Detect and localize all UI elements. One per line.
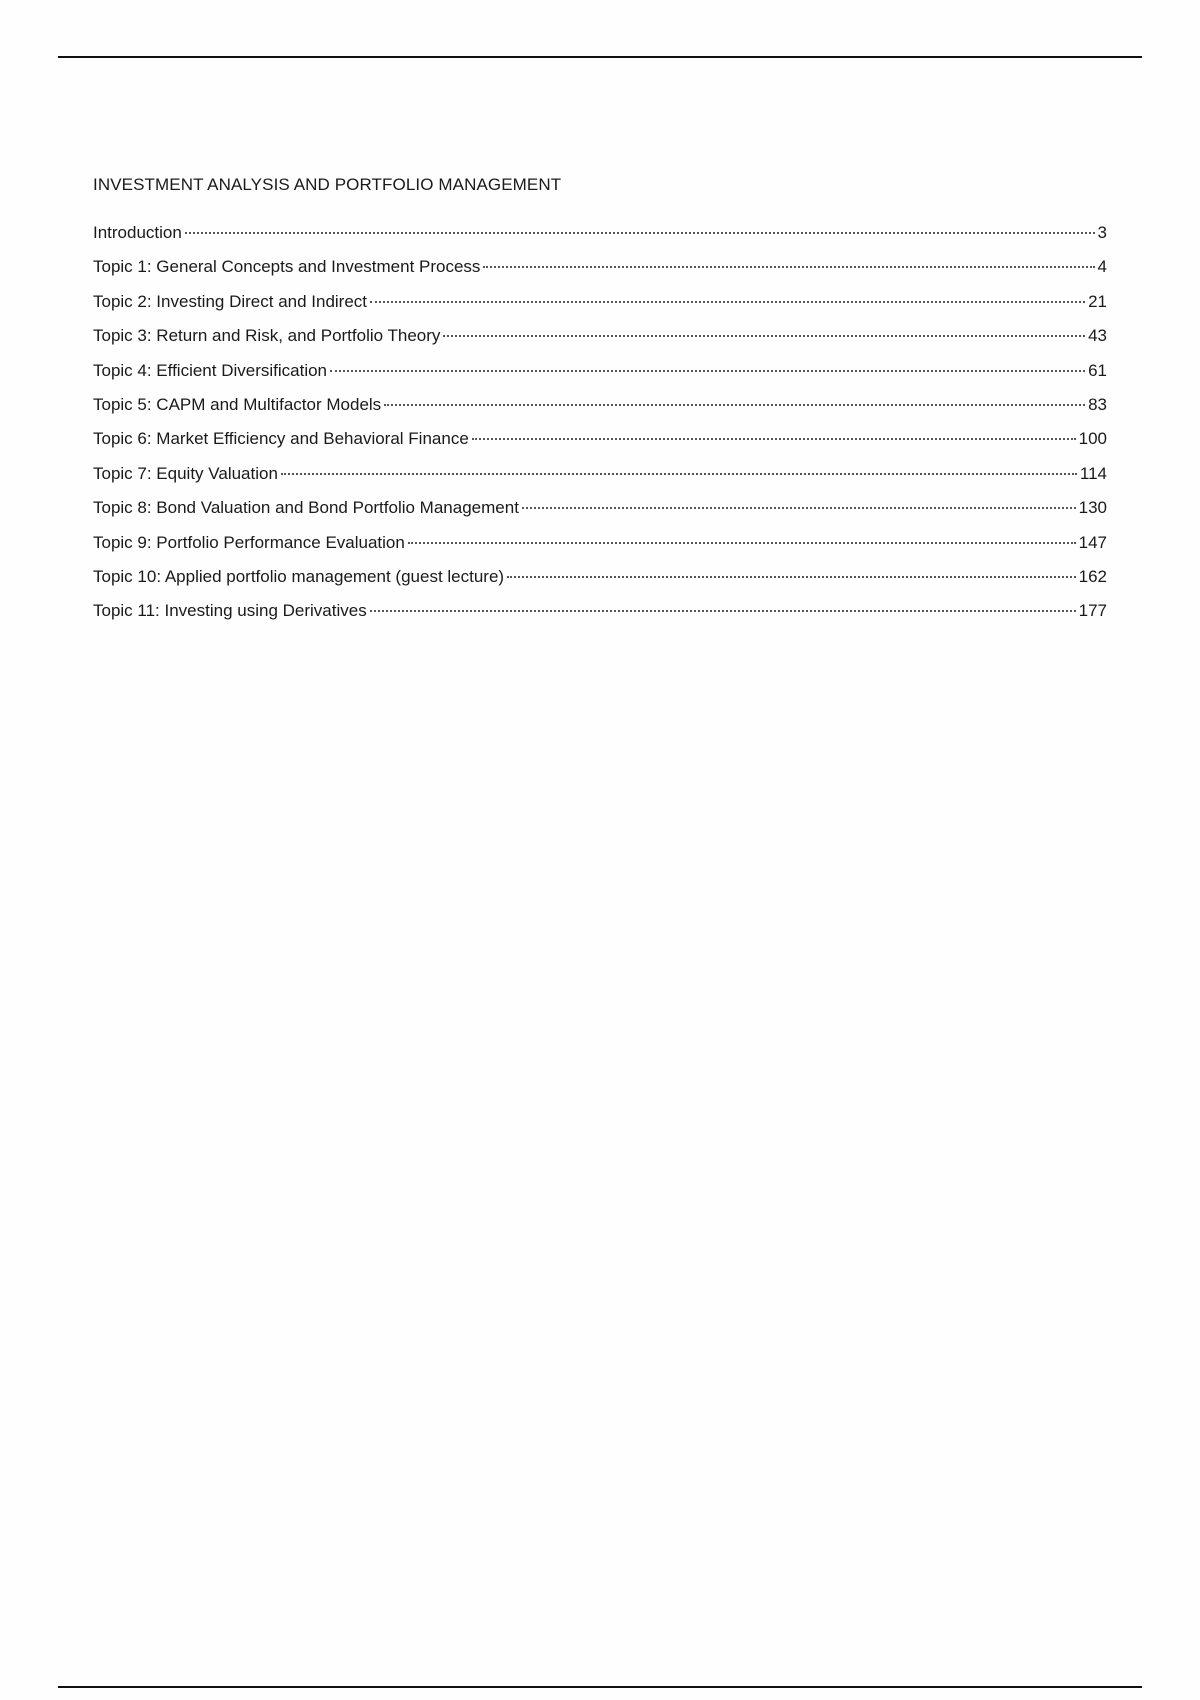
dot-leader <box>370 301 1085 303</box>
toc-entry-label: Topic 1: General Concepts and Investment Process <box>93 257 481 277</box>
toc-entry-page: 61 <box>1088 360 1107 380</box>
toc-entry-page: 3 <box>1097 223 1107 242</box>
toc-entry-label: Topic 11: Investing using Derivatives <box>93 601 367 621</box>
toc-entry-topic-3[interactable] <box>93 319 1107 353</box>
toc-list <box>93 216 1107 629</box>
dot-leader <box>330 370 1085 372</box>
toc-entry-topic-11[interactable] <box>93 594 1107 628</box>
toc-title: INVESTMENT ANALYSIS AND PORTFOLIO MANAGEMENT <box>93 175 562 194</box>
toc-entry-label: Topic 6: Market Efficiency and Behavioral Finance <box>93 429 469 449</box>
toc-entry-page: 4 <box>1097 257 1107 277</box>
toc-entry-page: 130 <box>1078 498 1107 518</box>
dot-leader <box>443 335 1085 337</box>
table-of-contents <box>93 172 1107 629</box>
dot-leader <box>281 473 1077 475</box>
toc-entry-topic-4[interactable] <box>93 354 1107 388</box>
toc-entry-label: Topic 2: Investing Direct and Indirect <box>93 291 368 311</box>
toc-entry-label: Topic 4: Efficient Diversification <box>93 360 328 380</box>
toc-entry-page: 114 <box>1079 463 1107 483</box>
toc-entry-page: 177 <box>1078 601 1107 621</box>
toc-entry-label: Topic 3: Return and Risk, and Portfolio Theory <box>93 326 441 346</box>
toc-entry-label: Topic 9: Portfolio Performance Evaluation <box>93 532 405 552</box>
toc-entry-topic-5[interactable] <box>93 388 1107 422</box>
toc-entry-topic-7[interactable] <box>93 457 1107 491</box>
dot-leader <box>483 266 1094 268</box>
toc-entry-label: Topic 7: Equity Valuation <box>93 463 278 483</box>
dot-leader <box>522 507 1076 509</box>
dot-leader <box>384 404 1085 406</box>
toc-entry-page: 147 <box>1078 532 1107 552</box>
toc-entry-topic-1[interactable] <box>93 250 1107 284</box>
footer-rule <box>58 1686 1142 1688</box>
toc-entry-topic-10[interactable] <box>93 560 1107 594</box>
toc-entry-page: 21 <box>1088 291 1107 311</box>
toc-entry-page: 162 <box>1078 566 1107 586</box>
dot-leader <box>370 610 1076 612</box>
toc-entry-page: 100 <box>1078 429 1107 449</box>
dot-leader <box>185 232 1095 234</box>
dot-leader <box>507 576 1076 578</box>
toc-entry-introduction[interactable] <box>93 216 1107 250</box>
toc-entry-topic-9[interactable] <box>93 526 1107 560</box>
toc-entry-topic-8[interactable] <box>93 491 1107 525</box>
toc-entry-topic-2[interactable] <box>93 285 1107 319</box>
toc-entry-topic-6[interactable] <box>93 422 1107 456</box>
toc-entry-label: Introduction <box>93 223 182 242</box>
dot-leader <box>472 438 1076 440</box>
header-rule <box>58 56 1142 58</box>
toc-entry-label: Topic 5: CAPM and Multifactor Models <box>93 394 382 414</box>
dot-leader <box>408 542 1076 544</box>
toc-entry-label: Topic 8: Bond Valuation and Bond Portfolio Management <box>93 498 519 518</box>
toc-entry-page: 83 <box>1088 394 1107 414</box>
toc-entry-label: Topic 10: Applied portfolio management (guest lecture) <box>93 566 505 586</box>
toc-entry-page: 43 <box>1088 326 1107 346</box>
